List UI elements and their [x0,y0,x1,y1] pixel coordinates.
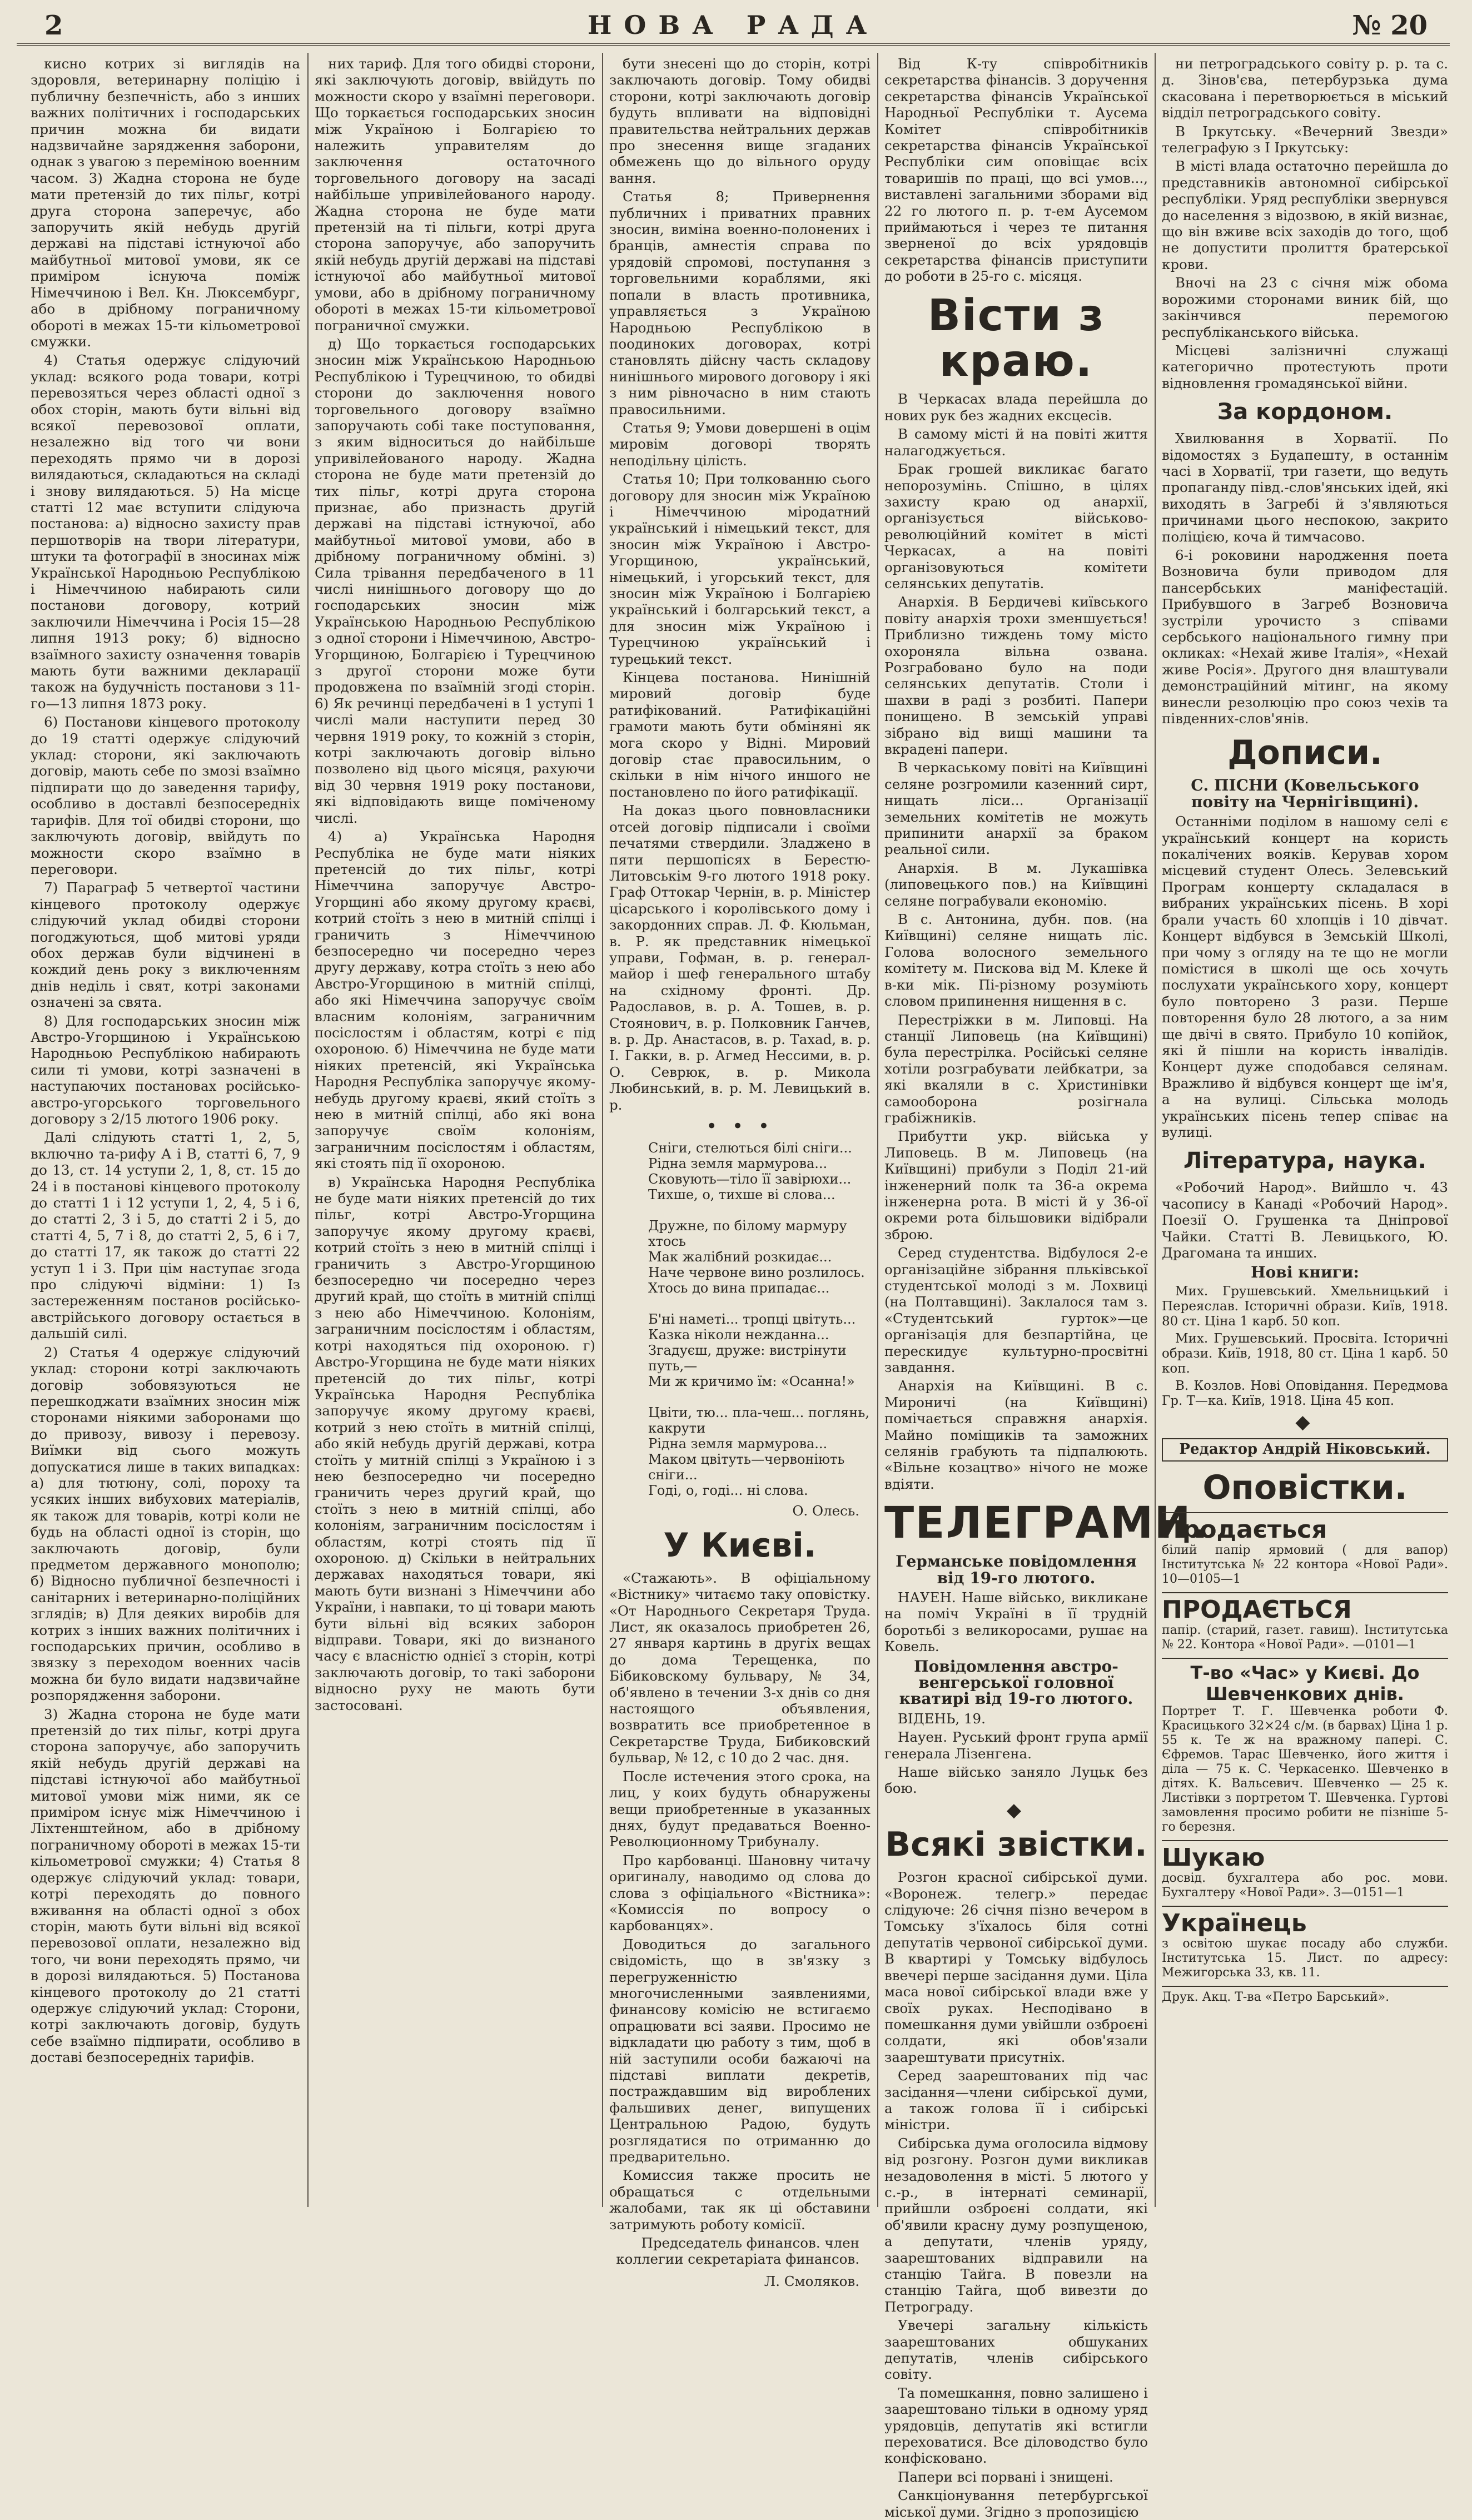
ornament-divider: • • • [706,1115,774,1137]
column-5 [1162,56,1448,2213]
paragraph: 6-і роковини народження поета Возновича були приводом для пансербських маніфестацій. Прибувшого в Загреб Возновича зустріли урочисто з співами сербського національного гимну при окликах: «Нехай живе Італія», «Нехай живе Росія». Другого дня влаштували демонстраційний мітинг, на якому винесли резолюцію про союз чехів та південних-слов'янів. [1162,546,1448,727]
column-4 [884,56,1210,2520]
paragraph: Кінцева постанова. Нинішній мировий договір буде ратифікований. Ратифікаційні грамоти мають бути обміняні як мога скоро у Відні. Мировий договір стає правосильним, о скільки в нім нічого иншого не постановлено по його ратифікації. [609,669,871,800]
ad-text: з освітою шукає посаду або служби. Інститутська 15. Лист. по адресу: Межигорська 33, кв. 11. [1162,1936,1448,1980]
section-heading-letters: Дописи. [1227,733,1383,773]
paragraph: Про карбованці. Шановну читачу оригиналу, наводимо од слова до слова з офіціального «Вістника»: «Комиссія по вопросу о карбованцях». [609,1852,871,1934]
ornament-divider: ◆ [1295,1410,1315,1433]
paragraph: На доказ цього повновласники отсей договір підписали і своїми печатями ствердили. Зладжено в пяти першопісях в Берестю-Литовськім 9-го лютого 1918 року. Граф Оттокар Чернін, в. р. Міністер цісарського і королівського дому і закордонних справ. Л. Ф. Кюльман, в. Р. як представник німецької управи, Гофман, в. р. генерал-майор і шеф генерального штабу на східному фронті. Др. Радославов, в. р. А. Тошев, в. р. Стоянович, в. р. Полковник Ганчев, в. р. Др. Анастасов, в. р. Тахаd, в. р. І. Гакки, в. р. Агмед Нессими, в. р. О. Севрюк, в. р. Микола Любинський, в. р. М. Левицький в. р. [609,802,871,1113]
section-heading-telegrams: ТЕЛЕГРАМИ. [884,1498,1210,1549]
book-entry: Мих. Грушевський. Хмельницький і Переяслав. Історичні образи. Київ, 1918. 80 ст. Ціна 1 карб. 50 коп. [1162,1284,1448,1329]
section-heading-various-news: Всякі звістки. [885,1825,1147,1865]
paragraph: Сибірська дума оголосила відмову від розгону. Розгон думи викликав незадоволення в місті. 5 лютого у с.-р., в інтернаті семинарії, прийшли озброєні солдати, які об'явили красну думу розпущеною, а депутати, членів уряду, заарештованих відправили на станцію Тайга. В повезли на станцію Тайга, щоб вивезти до Петрограду. [884,2135,1148,2315]
paragraph: Серед студентства. Відбулося 2-е організаційне зібрання пльківської студентської молоді з м. Лохвиці (на Полтавщині). Заклалося там з. «Студентський гурток»—це організація для безпартійна, це перескидує культурно-просвітні завдання. [884,1245,1148,1376]
column-3 [609,56,871,2289]
masthead [17,6,1450,44]
masthead-rule [17,43,1450,46]
paragraph: НАУЕН. Наше військо, викликане на поміч Україні в її трудній боротьбі з великоросами, рушає на Ковель. [884,1589,1148,1655]
paragraph: Анархія. В Бердичеві київського повіту анархія трохи зменшується! Приблизно тиждень тому місто охороняла вільна озвана. Розграбовано було на поди селянських депутатів. Столи і шахви в раді з розбиті. Папери понищено. В земській управі зібрано від вищі машини та вкрадені папери. [884,594,1148,757]
column-divider [307,53,309,2207]
paragraph: Санкціонування петербургської міської думи. Згідно з пропозицією [884,2487,1148,2520]
paragraph: В місті влада остаточно перейшла до представників автономної сибірської республіки. Уряд республіки звернувся до населення з відозвою, в якій визнає, що він вживе всіх заходів до того, щоб не допустити пролиття братерської крови. [1162,158,1449,272]
ad-text: папір. (старий, газет. гавиш). Інститутська № 22. Контора «Нової Ради». —0101—1 [1162,1623,1448,1652]
paragraph: Увечері загальну кількість заарештованих обшуканих депутатів, членів сибірського совіту. [884,2317,1148,2383]
paragraph: Наше військо заняло Луцьк без бою. [884,1764,1148,1797]
subheading-new-books: Нові книги: [1251,1263,1359,1282]
advertisement [1162,1906,1448,1984]
paragraph: Розгон красної сибірської думи. «Воронеж. телегр.» передає слідуюче: 26 січня пізно вечером в Томську з'їхалось біля сотні депутатів червоної сибірської думи. В квартирі у Томську відбулось ввечері перше засідання думи. Ціла маса нової сибірської влади вже у своїх руках. Несподівано в помешкання думи увійшли озброєні солдати, які обов'язали заарештувати присутніх. [884,1869,1148,2065]
paragraph: Комиссия также просить не обращаться с отдельными жалобами, так як ці обставини затримують роботу комісії. [609,2167,871,2233]
paragraph: 6) Постанови кінцевого протоколу до 19 статті одержує слідуючий уклад: сторони, які заключають договір, мають себе по змозі взаїмно підпирати що до заведення тарифу, особливо в доставлі безпосередніх тарифів. Для тої обидві сторони, що заключують договір, ввійдуть по можности скоро взаїмно в переговори. [31,714,300,877]
section-heading-literature: Література, наука. [1183,1148,1426,1174]
signature: Л. Смоляков. [764,2273,859,2289]
ad-title: ПРОДАЄТЬСЯ [1162,1595,1352,1624]
section-heading-abroad: За кордоном. [1217,399,1393,425]
paragraph: Та помешкання, повно залишено і заарештовано тільки в одному уряд урядовців, депутатів які встигли переховатися. Все діловодство було конфісковано. [884,2384,1148,2467]
paragraph: 8) Для господарських зносин між Австро-Угорщиною і Українською Народньою Республікою набирають сили ті умови, котрі зазначені в наступаючих постановах російсько-австро-угорського торговельного договору з 2/15 лютого 1906 року. [31,1012,300,1127]
subheading: Повідомлення австро-венгерської головної кватирі від 19-го лютого. [899,1657,1133,1708]
paragraph: Прибутти укр. війська у Липовець. В м. Липовець (на Київщині) прибули з Поділ 21-ий інженерний полк та 36-а окрема інженерна рота. В місті й у 36-ої окреми рота більшовики відібрали зброю. [884,1128,1148,1242]
poem: Сніги, стелються білі сніги... Рідна земля мармурова... Сковують—тіло її завірюхи... Тихше, о, тихше ві слова... Дружне, по білому мармуру хтось Мак жалібний розкидає... Наче червоне вино розлилось. Хтось до вина припадає... Б'ні наметі... тропці цвітуть... Казка ніколи нежданна... Згадуєш, друже: вистрінути путь,— Ми ж кричимо їм: «Осанна!» Цвіти, тю... пла-чеш... поглянь, какрути Рідна земля мармурова... Маком цвітуть—червоніють сніги... Годі, о, годі... ні слова. [648,1140,869,1499]
column-divider [602,53,603,2207]
issue-number: № 20 [1352,10,1428,41]
ad-title: Т-во «Час» у Києві. До Шевченкових днів. [1190,1662,1420,1704]
paragraph: Далі слідують статті 1, 2, 5, включно та-рифу А і В, статті 6, 7, 9 до 13, ст. 14 уступи 2, 1, 8, ст. 15 до 24 і в постанові кінцевого протоколу до статті 1 і 12 уступи 1, 2, 4, 5 і 6, до статті 2, 3 і 5, до статті 2 і 5, до статті 4, 5, 7 і 8, до статті 2, 5, 6 і 7, до статті 17, як також до статті 22 уступ 1 і 3. При цім наступає згода про слідуючі відміни: 1) Із застереженням постанов російсько-австрійського договору остається в дальшій силі. [31,1129,300,1342]
column-divider [1155,53,1156,2207]
paragraph: Серед заарештованих під час засідання—члени сибірської думи, а також голова її і сибірські міністри. [884,2067,1148,2133]
subheading: С. ПІСНИ (Ковельського повіту на Чернігівщині). [1191,776,1419,811]
book-entry: В. Козлов. Нові Оповідання. Передмова Гр. Т—ка. Київ, 1918. Ціна 45 коп. [1162,1378,1448,1408]
paragraph: д) Що торкається господарських зносин між Українською Народньою Республікою і Турецчиною, то обидві сторони до заключення нового торговельного договору взаїмно запоручають собі таке поступовання, з яким відноситься до найбільше упривілейованого народу. Жадна сторона не буде мати претензій до тих пільг, котрі друга сторона признає, або признасть другій державі на підставі істнуючої, або майбутньої митової умови, або в дрібному пограничному обміні. з) Сила трівання передбаченого в 11 числі нинішнього договору що до господарських зносин між Українською Народньою Республікою з одної сторони і Німеччиною, Австро-Угорщиною, Болгарією і Турецчиною з другої сторони може бути продовжена по взаїмній згоді сторін. 6) Як речинці передбачені в 1 уступі 1 числі мали наступити перед 30 червня 1919 року, то кожній з сторін, котрі заключають договір вільно позволено від цього місяця, рахуючи від 30 червня 1919 року постанови, які відповідають вище поміченому числі. [315,335,595,826]
advertisement [1162,1512,1448,1590]
column-2 [315,56,595,2213]
ad-text: білий папір ярмовий ( для вапор) Інститутська № 22 контора «Нової Ради». 10—0105—1 [1162,1543,1448,1586]
paragraph: ВІДЕНЬ, 19. [898,1710,986,1727]
paragraph: Доводиться до загального свідомість, що в зв'язку з перегруженністю многочисленными заявлениями, финансову комісію не встигаємо опрацювати всі заяви. Просимо не відкладати цю работу з тим, щоб в ній заступили особи бажаючі на підставі виплати декретів, постраждавшим від вироблених фальшивих денег, випущених Центральною Радою, будуть розглядатися по отриманню до предварительно. [609,1936,871,2165]
paragraph: Анархія на Київщині. В с. Мироничі (на Київщині) помічається справжня анархія. Майно поміщиків та заможних селянів грабують та підпалюють. «Вільне козацтво» нічого не може вдіяти. [884,1378,1148,1492]
paragraph: них тариф. Для того обидві сторони, які заключують договір, ввійдуть по можности скоро у взаїмні переговори. Що торкається господарських зносин між Україною і Болгарією то належить управителям до заключення остаточного торговельного договору на засаді найбільше упривілейованого народу. Жадна сторона не буде мати претензій на ті пільги, котрі друга сторона запоручує, або запоручить якій небудь другій державі на підставі істнуючої або майбутньої митової умови, або в дрібному пограничному обороті в межах 15-ти кільометрової пограничної смужки. [315,56,595,334]
page-number: 2 [44,10,63,41]
paragraph: В самому місті й на повіті життя налагоджується. [884,426,1148,459]
paragraph: бути знесені що до сторін, котрі заключають договір. Тому обидві сторони, котрі заключають договір будуть впливати на відповідні правительства нейтральних держав про знесення вище згаданих обмежень що до вільного оруду вання. [609,56,871,186]
newspaper-title: НОВА РАДА [587,10,879,40]
advertisement [1162,1658,1448,1838]
paragraph: Останніми поділом в нашому селі є український концерт на користь покалічених вояків. Керував хором місцевий студент Олесь. Зелевський Програм концерту складалася в вибраних українських пісень. В хорі брали участь 60 хлопців і 10 дівчат. Концерт відбувся в Земській Школі, при чому з огляду на те що не могли помістися в школі ще ось хочуть послухати українського хору, концерт було повторено 3 рази. Перше повторення було 28 лютого, а за ним ще двічі в свято. Прибуло 10 копійок, які й пішли на користь інвалідів. Концерт дуже сподобався селянам. Вражливо й відбувся концерт ще ім'я, а на вулиці. Сільська молодь українських пісень тепер співає на вулиці. [1162,813,1448,1140]
paragraph: В Черкасах влада перейшла до нових рук без жадних ексцесів. [884,391,1148,424]
paragraph: Статья 10; При толкованню сього договору для зносин між Україною і Німеччиною міродатний український і німецький текст, для зносин між Україною і Австро-Угорщиною, український, німецький, і угорський текст, для зносин між Україною і Болгарією український і болгарський текст, а для зносин між Україною і Турецчиною український і турецький текст. [609,471,871,667]
paragraph: Папери всі порвані і знищені. [898,2468,1113,2485]
paragraph: Місцеві залізничні служащі категорично протестують проти відновлення громадянської війни. [1162,342,1448,391]
paragraph: После истечения этого срока, на лиц, у коих будуть обнаружены вещи приобретенные в указанных днях, будут предаваться Военно-Революционному Трибуналу. [609,1768,871,1850]
paragraph: Науен. Руський фронт група армії генерала Лізенгена. [884,1729,1148,1762]
paragraph: кисно котрих зі виглядів на здоровля, ветеринарну поліцію і публичну безпечність, або з инших важних політичних і господарських причин можна би видати надзвичайне зарядження заборони, однак з увагою з переміною военним часом. 3) Жадна сторона не буде мати претензій до тих пільг, котрі друга сторона заперечує, або запоручить якій небудь другій державі на підставі істнуючої або майбутньої митової умови, як се приміром існуюча поміж Німеччиною і Вел. Кн. Люксембург, або в дрібному пограничному обороті в межах 15-ти кільометрової смужки. [31,56,300,350]
printer-line: Друк. Акц. Т-ва «Петро Барський». [1162,1986,1448,2008]
paragraph: Від К-ту співробітників секретарства фінансів. З доручення секретарства фінансів Української Народньої Республіки т. Аусема Комітет співробітників секретарства фінансів Української Республіки сим оповіщає всіх товаришів по праці, що всі умов..., виставлені загальними зборами від 22 го лютого п. р. т-ем Аусемом приймаються і через те питання зверненої до всіх урядовців секретарства фінансів приступити до роботи в 25-го с. місяця. [884,56,1148,285]
ad-title: Продається [1162,1515,1327,1544]
paragraph: 3) Жадна сторона не буде мати претензій до тих пільг, котрі друга сторона запоручує, або запоручить якій небудь другій державі на підставі істнуючої або майбутньої митової умови між ними, як се приміром існує між Німеччиною і Ліхтенштейном, або в дрібному пограничному обороті в межах 15-ти кільометрової смужки; 4) Статья 8 одержує слідуючий уклад: товари, котрі переходять до повного вживання на області одної з обох сторін, мають бути вільні від всякої перевозової оплати, незалежно від того, чи вони переходять прямо, чи в дорозі вилядаються. 5) Постанова кінцевого протоколу до 21 статті одержує слідуючий уклад: Сторони, котрі заключають договір, будуть себе взаїмно підпирати, особливо в доставі безпосередніх тарифів. [31,1706,300,2066]
ad-text: досвід. бухгалтера або рос. мови. Бухгалтеру «Нової Ради». 3—0151—1 [1162,1871,1448,1900]
paragraph: Статья 8; Привернення публичних і приватних правних зносин, виміна военно-полонених і бранців, амнестія справа по урядовій спромові, поступання з торговельними кораблями, які попали в власть противника, управляється з Україною Народньою Республікою в поодиноких договорах, котрі становлять дійсну часть складову нинішнього мирового договору і які з ним рівночасно в ним стають прaвосильними. [609,188,871,417]
paragraph: 4) Статья одержує слідуючий уклад: всякого рода товари, котрі перевозяться через області одної з обох сторін, мають бути вільні від всякої перевозової оплати, незалежно від того чи вони переходять прямо чи в дорозі вилядаються, складаються на складі і знову вилядаються. 5) На місце статті 12 має вступити слідуюча постанова: а) відносно захисту прав першотворів на твори літератури, штуки та фотографії в зносинах між Української Народньою Республікою і Німеччиною набирають сили постанови договору, котрий заключили Німеччина і Росія 15—28 липня 1913 року; б) відносно взаїмного захисту означення товарів мають бути важними декларації також на будучність постанови з 11-го—13 липня 1873 року. [31,352,300,712]
paragraph: ни петроградського совіту р. р. та с. д. Зінов'єва, петербурзька дума скасована і перетворюється в міський відділ петроградського совіту. [1162,56,1448,121]
ad-title: Українець [1162,1908,1307,1937]
paragraph: Анархія. В м. Лукашівка (липовецького пов.) на Київщині селяне пограбували економію. [884,859,1148,909]
paragraph: «Робочий Народ». Вийшло ч. 43 часопису в Канаді «Робочий Народ». Поезії О. Грушенка та Дніпрової Чайки. Статті В. Левицького, Ю. Драгомана та инших. [1162,1179,1448,1261]
paragraph: В с. Антонина, дубн. пов. (на Київщині) селяне нищать ліс. Голова волосного земельного комітету м. Пискова від М. Клеке й в-ки мік. Пі-різному розуміють словом припинення нищення в с. [884,911,1148,1010]
section-heading-announcements: Оповістки. [1202,1468,1408,1507]
paragraph: в) Українська Народня Республіка не буде мати ніяких претенсій до тих пільг, котрі Австро-Угорщина запоручує якому другому краєві, котрий стоїть з нею в митній спілці і граничить з Австро-Угорщиною безпосередно чи посередно через другий край, що стоїть в митній спілці з нею або Німеччиною. Колоніям, заграничним посіслостям і областям, котрі находяться під охороною. г) Австро-Угорщина не буде мати ніяких претенсій до тих пільг, котрі Українська Народня Республіка запоручує якому другому краєві, котрий з нею стоїть в митній спілці, або якій небудь другій державі, котра стоїть у митній спілці з Україною і з нею безпосередно чи посередно граничить через другий край, що стоїть з нею в митній спілці, або колоніям, заграничним посіслостям і областям, котрі стоять під її охороною. д) Скільки в нейтральних державах находяться товари, які мають бути визнані з Німеччини або України, і навпаки, то ці товари мають бути вільні від всяких заборон відправи. Товари, які до визнаного часу є власністю однієї з сторін, котрі заключають договір, то такі заборони відносно руху не мають бути застосовані. [315,1174,595,1713]
paragraph: Перестріжки в м. Липовці. На станції Липовець (на Київщині) була перестрілка. Російські селяне хотіли розграбувати лейбкатри, за які вкаляли в с. Христинівки самооборона розігнала грабіжників. [884,1011,1148,1126]
paragraph: Статья 9; Умови довершені в оцім мировім договорі творять неподільну цілість. [609,419,871,469]
paragraph: Хвилювання в Хорватії. По відомостях з Будапешту, в останнім часі в Хорватії, три газети, що ведуть пропаганду півд.-слов'янських ідей, які виходять в Загребі й з'являються причинами цього неспокою, закрито поліцією, коча й тимчасово. [1162,430,1448,545]
editor-line: Редактор Андрій Ніковський. [1162,1438,1448,1461]
section-heading-kyiv: У Києві. [663,1525,817,1565]
paragraph: 2) Статья 4 одержує слідуючий уклад: сторони котрі заключають договір зобовязуються не перешкоджати взаїмних зносин між сторонами ніякими заборонами що до привозу, вивозу і перевозу. Виїмки від сього можуть допускатися лише в таких випадках: а) для тютюну, солі, пороху та усяких інших вибухових матеріалів, як також для товарів, котрі коли не будь на області одної із сторін, що заключають договір, були предметом державного монополю; б) Відносно публичної безпечності і санітарних і ветеринарно-поліційних зглядів; в) Для деяких виробів для котрих з інших важних політичних і господарських причин, особливо в звязку з переходом военних часів можна би було видати надзвичайне розпорядження заборони. [31,1344,300,1704]
ad-text: Портрет Т. Г. Шевченка роботи Ф. Красицького 32×24 с/м. (в барвах) Ціна 1 р. 55 к. Те ж на вражному папері. С. Єфремов. Тарас Шевченко, його життя і діла — 75 к. С. Черкасенко. Шевченко в дітях. К. Вальсевич. Шевченко — 25 к. Листівки з портретом Т. Шевченка. Гуртові замовлення просимо робити не пізніше 5-го березня. [1162,1704,1448,1834]
paragraph: В черкаському повіті на Київщині селяне розгромили казенний сирт, нищать ліси... Організації земельних комітетів не можуть припинити анархії за браком реальної сили. [884,759,1148,858]
poem-author: О. Олесь. [792,1503,859,1519]
ad-title: Шукаю [1162,1843,1265,1872]
paragraph: Вночі на 23 с січня між обома ворожими сторонами виник бій, що закінчився перемогою республіканського війська. [1162,275,1448,340]
paragraph: В Іркутську. «Вечерний Звезди» телеграфую з І Іркутську: [1162,123,1448,156]
paragraph: 4) а) Українська Народня Республіка не буде мати ніяких претенсій до тих пільг, котрі Німеччина запоручує Австро-Угорщині або якому другому краєві, котрий стоїть з нею в митній спілці і граничить з Німеччиною безпосередно чи посередно через другу державу, котра стоїть з нею або Австро-Угорщиною в митній спілці, або які Німеччина запоручує своїм власним колоніям, заграничним посіслостям і областям, котрі є під охороною. б) Німеччина не буде мати ніяких претенсій, які Українська Народня Республіка запоручує якому-небудь другому краєві, який стоїть з нею в митній спілці, або які вона запоручує своїм колоніям, заграничним посіслостям і областям, які стоять під її охороною. [315,828,595,1172]
paragraph: Брак грошей викликає багато непорозумінь. Спішно, в цілях захисту краю од анархії, організується військово-революційний комітет в місті Черкасах, а на повіті організовуються комітети селянських депутатів. [884,461,1148,592]
signature: Председатель финансов. член коллегии секретарiата финансов. [616,2235,859,2268]
paragraph: «Стажають». В офіціальному «Вістнику» читаємо таку оповістку. «От Народнього Секретаря Труда. Лист, як оказалось приобретен 26, 27 января картинь в другіх вещах до дома Терещенка, по Бібиковскому бульвару, № 34, об'явлено в течении 3-х днів со дня настоящого объявления, возвратить все приобретенное в Секретарстве Труда, Бибиковский бульвар, № 12, с 10 до 2 час. дня. [609,1569,871,1766]
advertisement [1162,1592,1448,1656]
section-heading-region-news: Вісти з краю. [927,290,1105,386]
column-divider [877,53,878,2207]
ornament-divider: ◆ [1006,1798,1026,1821]
book-entry: Мих. Грушевський. Просвіта. Історичні образи. Київ, 1918, 80 ст. Ціна 1 карб. 50 коп. [1162,1331,1448,1376]
advertisement [1162,1840,1448,1903]
column-1 [31,56,300,2213]
paragraph: 7) Параграф 5 четвертої частини кінцевого протоколу одержує слідуючий уклад обидві сторони погоджуються, щоб митові уряди обох держав були відчинені в кождий день року з виключенням днів неділь і свят, котрі законами означені за свята. [31,879,300,1011]
subheading: Германське повідомлення від 19-го лютого. [896,1552,1137,1587]
